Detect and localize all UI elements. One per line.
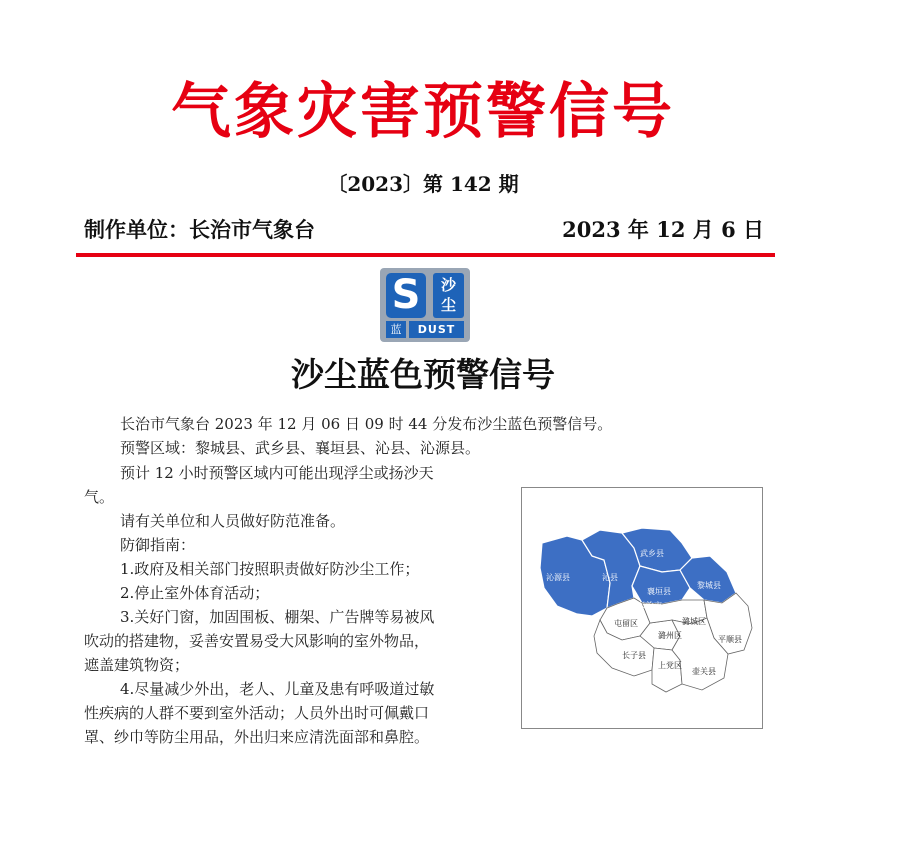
map-label: 襄垣县 (647, 587, 671, 596)
badge-char-1: 沙 (440, 276, 456, 294)
map-label: 长治市 (638, 601, 662, 610)
region-licheng (680, 556, 736, 603)
body-line: 吹动的搭建物，妥善安置易受大风影响的室外物品， (84, 632, 430, 650)
map-label: 平顺县 (718, 635, 742, 644)
map-label: 沁源县 (546, 573, 570, 582)
body-line: 2.停止室外体育活动； (120, 584, 270, 602)
body-line: 预警区域：黎城县、武乡县、襄垣县、沁县、沁源县。 (120, 439, 481, 457)
red-divider (76, 253, 775, 257)
badge-label: DUST (409, 321, 464, 338)
map-label: 壶关县 (692, 667, 716, 676)
body-line: 遮盖建筑物资； (84, 656, 190, 674)
signal-title: 沙尘蓝色预警信号 (291, 355, 555, 394)
map-svg (522, 488, 762, 728)
body-line: 防御指南： (120, 536, 196, 554)
badge-chars (433, 273, 464, 318)
badge-letter: S (386, 273, 426, 318)
map-label: 黎城县 (697, 581, 721, 590)
issue-date: 2023 年 12 月 6 日 (562, 217, 764, 242)
map-label: 屯留区 (614, 619, 638, 628)
body-line: 3.关好门窗，加固围板、棚架、广告牌等易被风 (120, 608, 435, 626)
document-title: 气象灾害预警信号 (171, 77, 675, 147)
body-line: 罩、纱巾等防尘用品，外出归来应清洗面部和鼻腔。 (84, 728, 430, 746)
warning-area-map (521, 487, 763, 729)
map-label: 沁县 (602, 573, 618, 582)
body-line: 预计 12 小时预警区域内可能出现浮尘或扬沙天 (120, 464, 434, 482)
map-label: 武乡县 (640, 549, 664, 558)
body-line: 4.尽量减少外出，老人、儿童及患有呼吸道过敏 (120, 680, 435, 698)
dust-blue-warning-icon (380, 268, 470, 342)
badge-level: 蓝 (386, 321, 406, 338)
body-line: 气。 (84, 488, 115, 506)
map-label: 潞城区 (682, 617, 706, 626)
issue-number: 〔2023〕第 142 期 (327, 172, 519, 196)
body-line: 长治市气象台 2023 年 12 月 06 日 09 时 44 分发布沙尘蓝色预警信号。 (120, 415, 613, 433)
badge-char-2: 尘 (440, 296, 456, 314)
map-label: 长子县 (622, 651, 646, 660)
map-label: 潞州区 (658, 631, 682, 640)
map-label: 上党区 (658, 661, 682, 670)
body-line: 性疾病的人群不要到室外活动；人员外出时可佩戴口 (84, 704, 430, 722)
body-line: 请有关单位和人员做好防范准备。 (120, 512, 346, 530)
body-line: 1.政府及相关部门按照职责做好防沙尘工作； (120, 560, 420, 578)
issuing-unit: 制作单位：长治市气象台 (84, 217, 315, 242)
